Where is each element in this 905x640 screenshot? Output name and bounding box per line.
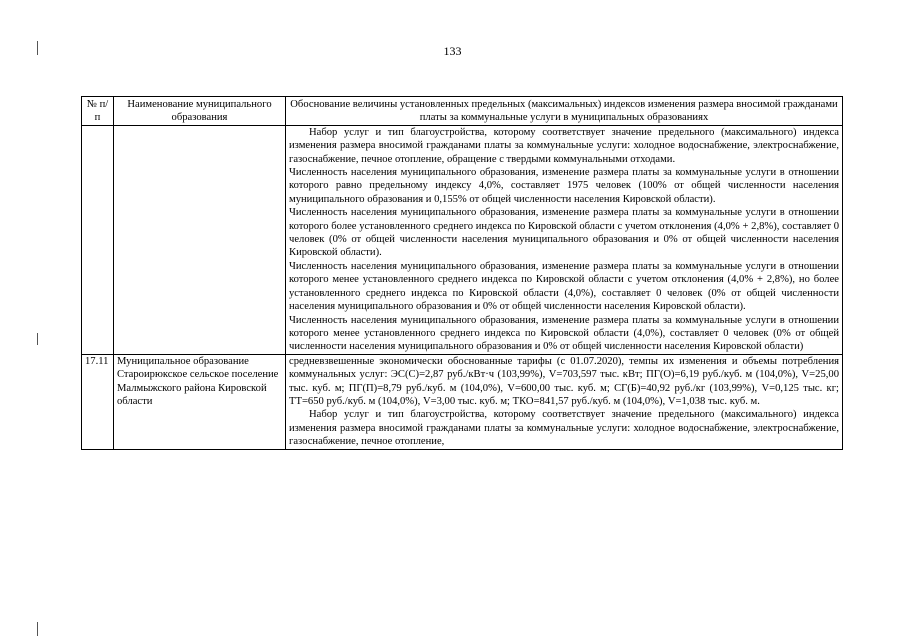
cell-num-empty <box>82 125 114 354</box>
cell-name-empty <box>114 125 286 354</box>
paragraph-services: Набор услуг и тип благоустройства, которому соответствует значение предельного (максимального) индекса изменения размера вносимой гражданами платы за коммунальные услуги: холодное водоснабжение, электроснабжение, газоснабжение, печное отопление, обращение с твердыми коммунальными отходами. <box>289 126 839 165</box>
header-name: Наименование муниципального образования <box>114 97 286 126</box>
paragraph-population-between: Численность населения муниципального образования, изменение размера платы за коммунальные услуги в отношении которого менее установленного среднего индекса по Кировской области с учетом отклонения (4,0% + 2,8%), но более установленного среднего индекса по Кировской области (4,0%), составляет 0 человек (0% от общей численности населения муниципального образования и 0% от общей численности населения Кировской области). <box>289 260 839 313</box>
paragraph-population-above-deviation: Численность населения муниципального образования, изменение размера платы за коммунальные услуги в отношении которого более установленного среднего индекса по Кировской области с учетом отклонения (4,0% + 2,8%), составляет 0 человек (0% от общей численности населения муниципального образования и 0% от общей численности населения Кировской области). <box>289 207 839 259</box>
header-num: № п/п <box>82 97 114 126</box>
cell-rationale <box>286 354 843 449</box>
index-rationale-table <box>81 96 843 450</box>
cell-rationale-continuation <box>286 125 843 354</box>
header-rationale: Обоснование величины установленных предельных (максимальных) индексов изменения размера вносимой гражданами платы за коммунальные услуги в муниципальных образованиях <box>286 97 843 126</box>
margin-mark-top <box>37 41 38 55</box>
paragraph-services: Набор услуг и тип благоустройства, которому соответствует значение предельного (максимального) индекса изменения размера вносимой гражданами платы за коммунальные услуги: холодное водоснабжение, электроснабжение, газоснабжение, печное отопление, <box>289 409 839 448</box>
cell-num: 17.11 <box>82 354 114 449</box>
page-number: 133 <box>443 44 462 58</box>
table-row-continuation <box>82 125 843 354</box>
paragraph-population-below-average: Численность населения муниципального образования, изменение размера платы за коммунальные услуги в отношении которого менее установленного среднего индекса по Кировской области (4,0%), составляет 0 человек (0% от общей численности населения муниципального образования и 0% от общей численности населения Кировской области) <box>289 314 839 353</box>
paragraph-population-limit: Численность населения муниципального образования, изменение размера платы за коммунальные услуги в отношении которого равно предельному индексу 4,0%, составляет 1975 человек (100% от общей численности населения муниципального образования и 0,155% от общей численности населения Кировской области). <box>289 167 839 205</box>
margin-mark-middle <box>37 333 38 345</box>
paragraph-tariffs: средневзвешенные экономически обоснованные тарифы (с 01.07.2020), темпы их изменения и объемы потребления коммунальных услуг: ЭС(С)=2,87 руб./кВт·ч (103,99%), V=703,597 тыс. кВт; ПГ(О)=6,19 руб./куб. м (104,0%), V=25,00 тыс. куб. м; ПГ(П)=8,79 руб./куб. м (104,0%), V=600,00 тыс. куб. м; СГ(Б)=40,92 руб./кг (103,99%), V=0,125 тыс. кг; ТТ=650 руб./куб. м (104,0%), V=3,00 тыс. куб. м; ТКО=841,57 руб./куб. м (104,0%), V=1,038 тыс. куб. м. <box>289 355 839 407</box>
table-row-17-11 <box>82 354 843 449</box>
table-header-row <box>82 97 843 126</box>
cell-municipality-name: Муниципальное образование Староирюкское сельское поселение Малмыжского района Кировской области <box>114 354 286 449</box>
margin-mark-bottom <box>37 622 38 636</box>
